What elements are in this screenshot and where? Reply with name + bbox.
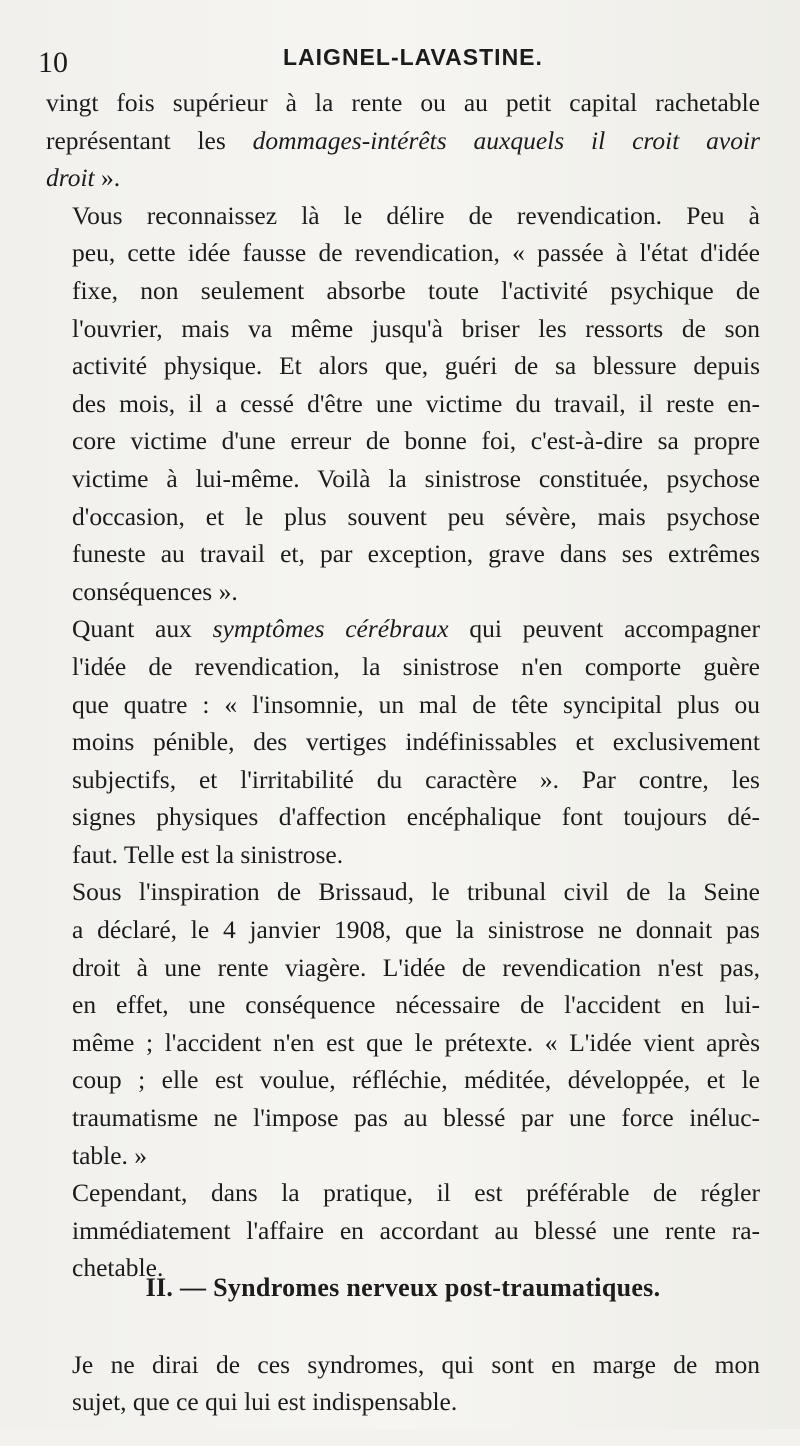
running-head: LAIGNEL-LAVASTINE. — [283, 44, 543, 70]
paragraph — [46, 610, 760, 873]
text-line: l'idée de revendication, la sinistrose n'en comporte guère — [72, 651, 760, 681]
text-line: Cependant, dans la pratique, il est préférable de régler — [72, 1178, 760, 1208]
text-line: des mois, il a cessé d'être une victime du travail, il reste en- — [72, 388, 760, 418]
text-line: core victime d'une erreur de bonne foi, c'est-à-dire sa propre — [72, 426, 760, 456]
text-line: d'occasion, et le plus souvent peu sévère, mais psychose — [72, 501, 760, 531]
text-line: a déclaré, le 4 janvier 1908, que la sinistrose ne donnait pas — [72, 915, 760, 945]
text-line: droit ». — [46, 163, 121, 193]
italic-phrase: dommages-intérêts auxquels il croit avoir — [252, 125, 760, 155]
paragraph — [46, 873, 760, 1174]
text-line: en effet, une conséquence nécessaire de l'accident en lui- — [72, 990, 760, 1020]
italic-phrase: symptômes cérébraux — [212, 614, 449, 644]
text-line: traumatisme ne l'impose pas au blessé par une force inéluc- — [72, 1103, 760, 1133]
text-line: subjectifs, et l'irritabilité du caractère ». Par contre, les — [72, 764, 760, 794]
page-header — [38, 40, 760, 80]
text-line: table. » — [72, 1140, 148, 1170]
text-line: fixe, non seulement absorbe toute l'activité psychique de — [72, 275, 760, 305]
final-paragraph — [46, 1320, 760, 1446]
paragraph — [46, 197, 760, 611]
text-line: moins pénible, des vertiges indéfinissables et exclusivement — [72, 727, 760, 757]
text-line: l'ouvrier, mais va même jusqu'à briser les ressorts de son — [72, 313, 760, 343]
text-line: funeste au travail et, par exception, grave dans ses extrêmes — [72, 539, 760, 569]
text-line: droit à une rente viagère. L'idée de revendication n'est pas, — [72, 952, 760, 982]
text-line: Quant aux symptômes cérébraux qui peuvent accompagner — [72, 614, 760, 644]
text-line: victime à lui-même. Voilà la sinistrose constituée, psychose — [72, 463, 760, 493]
body-text — [46, 84, 760, 1287]
text-line: signes physiques d'affection encéphalique font toujours dé- — [72, 802, 760, 832]
text-line: conséquences ». — [72, 576, 238, 606]
text-line: coup ; elle est voulue, réfléchie, méditée, développée, et le — [72, 1065, 760, 1095]
text-line: même ; l'accident n'en est que le prétexte. « L'idée vient après — [72, 1027, 760, 1057]
text-line: immédiatement l'affaire en accordant au blessé une rente ra- — [72, 1215, 760, 1245]
paragraph — [46, 1346, 760, 1421]
text-line: activité physique. Et alors que, guéri de sa blessure depuis — [72, 351, 760, 381]
text-line: peu, cette idée fausse de revendication, « passée à l'état d'idée — [72, 238, 760, 268]
section-heading: II. — Syndromes nerveux post-traumatiques. — [145, 1273, 661, 1302]
text-line: faut. Telle est la sinistrose. — [72, 839, 344, 869]
text-line: représentant les dommages-intérêts auxquels il croit avoir — [46, 125, 760, 155]
paragraph — [46, 84, 760, 197]
page-number: 10 — [38, 46, 68, 79]
italic-phrase: droit — [46, 163, 95, 193]
text-line: chetable. — [72, 1253, 164, 1283]
text-line: sujet, que ce qui lui est indispensable. — [72, 1387, 458, 1417]
paragraph — [46, 1174, 760, 1287]
text-line: Sous l'inspiration de Brissaud, le tribunal civil de la Seine — [72, 877, 760, 907]
text-line: Je ne dirai de ces syndromes, qui sont en marge de mon — [72, 1349, 760, 1379]
text-line: que quatre : « l'insomnie, un mal de tête syncipital plus ou — [72, 689, 760, 719]
text-line: vingt fois supérieur à la rente ou au petit capital rachetable — [46, 88, 760, 117]
text-line: Vous reconnaissez là le délire de revendication. Peu à — [72, 200, 760, 230]
